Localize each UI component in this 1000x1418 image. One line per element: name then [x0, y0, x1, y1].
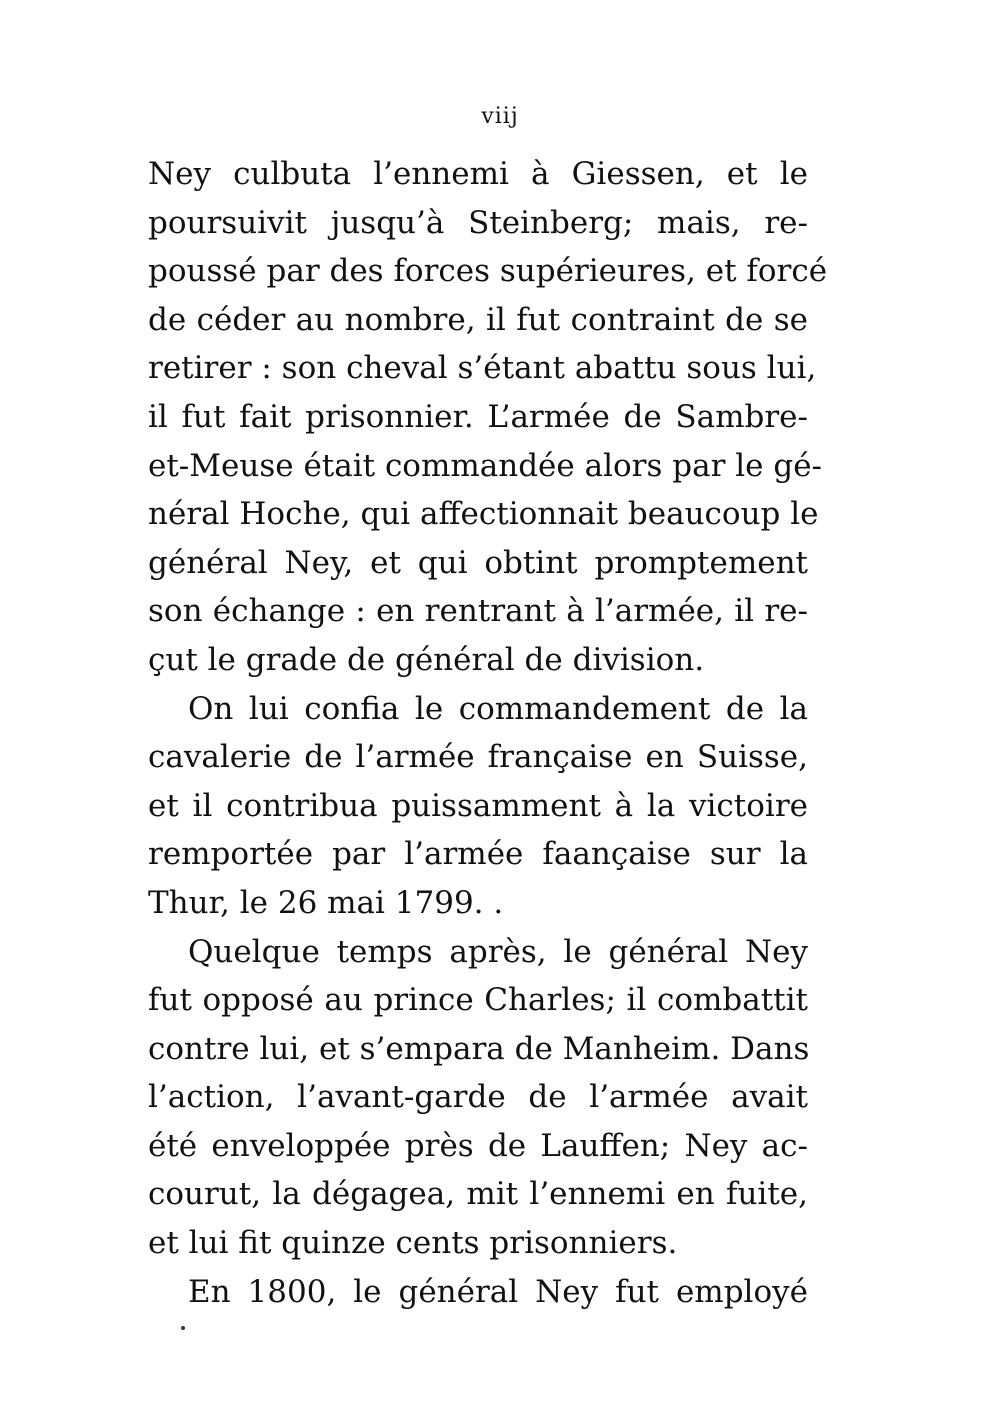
text-line: courut, la dégagea, mit l’ennemi en fuite, — [148, 1176, 808, 1213]
text-line: Ney culbuta l’ennemi à Giessen, et le — [148, 156, 808, 192]
text-line: remportée par l’armée faançaise sur la — [148, 836, 808, 873]
page-number: viij — [481, 104, 519, 129]
paragraph-start-line: On lui confia le commandement de la — [188, 690, 808, 727]
text-line: été enveloppée près de Lauffen; Ney ac- — [148, 1127, 808, 1164]
paragraph-end-line: çut le grade de général de division. — [148, 641, 705, 678]
text-line: retirer : son cheval s’étant abattu sous lui, — [148, 350, 817, 387]
text-line: général Ney, et qui obtint promptement — [148, 544, 808, 581]
text-line: poursuivit jusqu’à Steinberg; mais, re- — [148, 204, 808, 241]
text-line: néral Hoche, qui affectionnait beaucoup le — [148, 496, 819, 533]
text-line: fut opposé au prince Charles; il combattit — [148, 982, 808, 1019]
body-text — [148, 150, 828, 1316]
paragraph-end-line: Thur, le 26 mai 1799. . — [148, 884, 504, 921]
text-line: de céder au nombre, il fut contraint de se — [148, 301, 808, 338]
text-line: poussé par des forces supérieures, et forcé — [148, 253, 828, 290]
text-line: l’action, l’avant-garde de l’armée avait — [148, 1079, 808, 1116]
paragraph-end-line: et lui fit quinze cents prisonniers. — [148, 1225, 678, 1262]
paragraph-start-line: Quelque temps après, le général Ney — [188, 933, 808, 970]
text-line: son échange : en rentrant à l’armée, il re- — [148, 593, 808, 630]
text-line: et-Meuse était commandée alors par le gé- — [148, 447, 823, 484]
ink-speck — [181, 1326, 185, 1330]
text-line: contre lui, et s’empara de Manheim. Dans — [148, 1030, 810, 1067]
paragraph-start-line: En 1800, le général Ney fut employé — [188, 1273, 808, 1310]
text-line: il fut fait prisonnier. L’armée de Sambre- — [148, 398, 808, 435]
text-line: cavalerie de l’armée française en Suisse, — [148, 739, 808, 776]
text-line: et il contribua puissamment à la victoire — [148, 787, 808, 824]
